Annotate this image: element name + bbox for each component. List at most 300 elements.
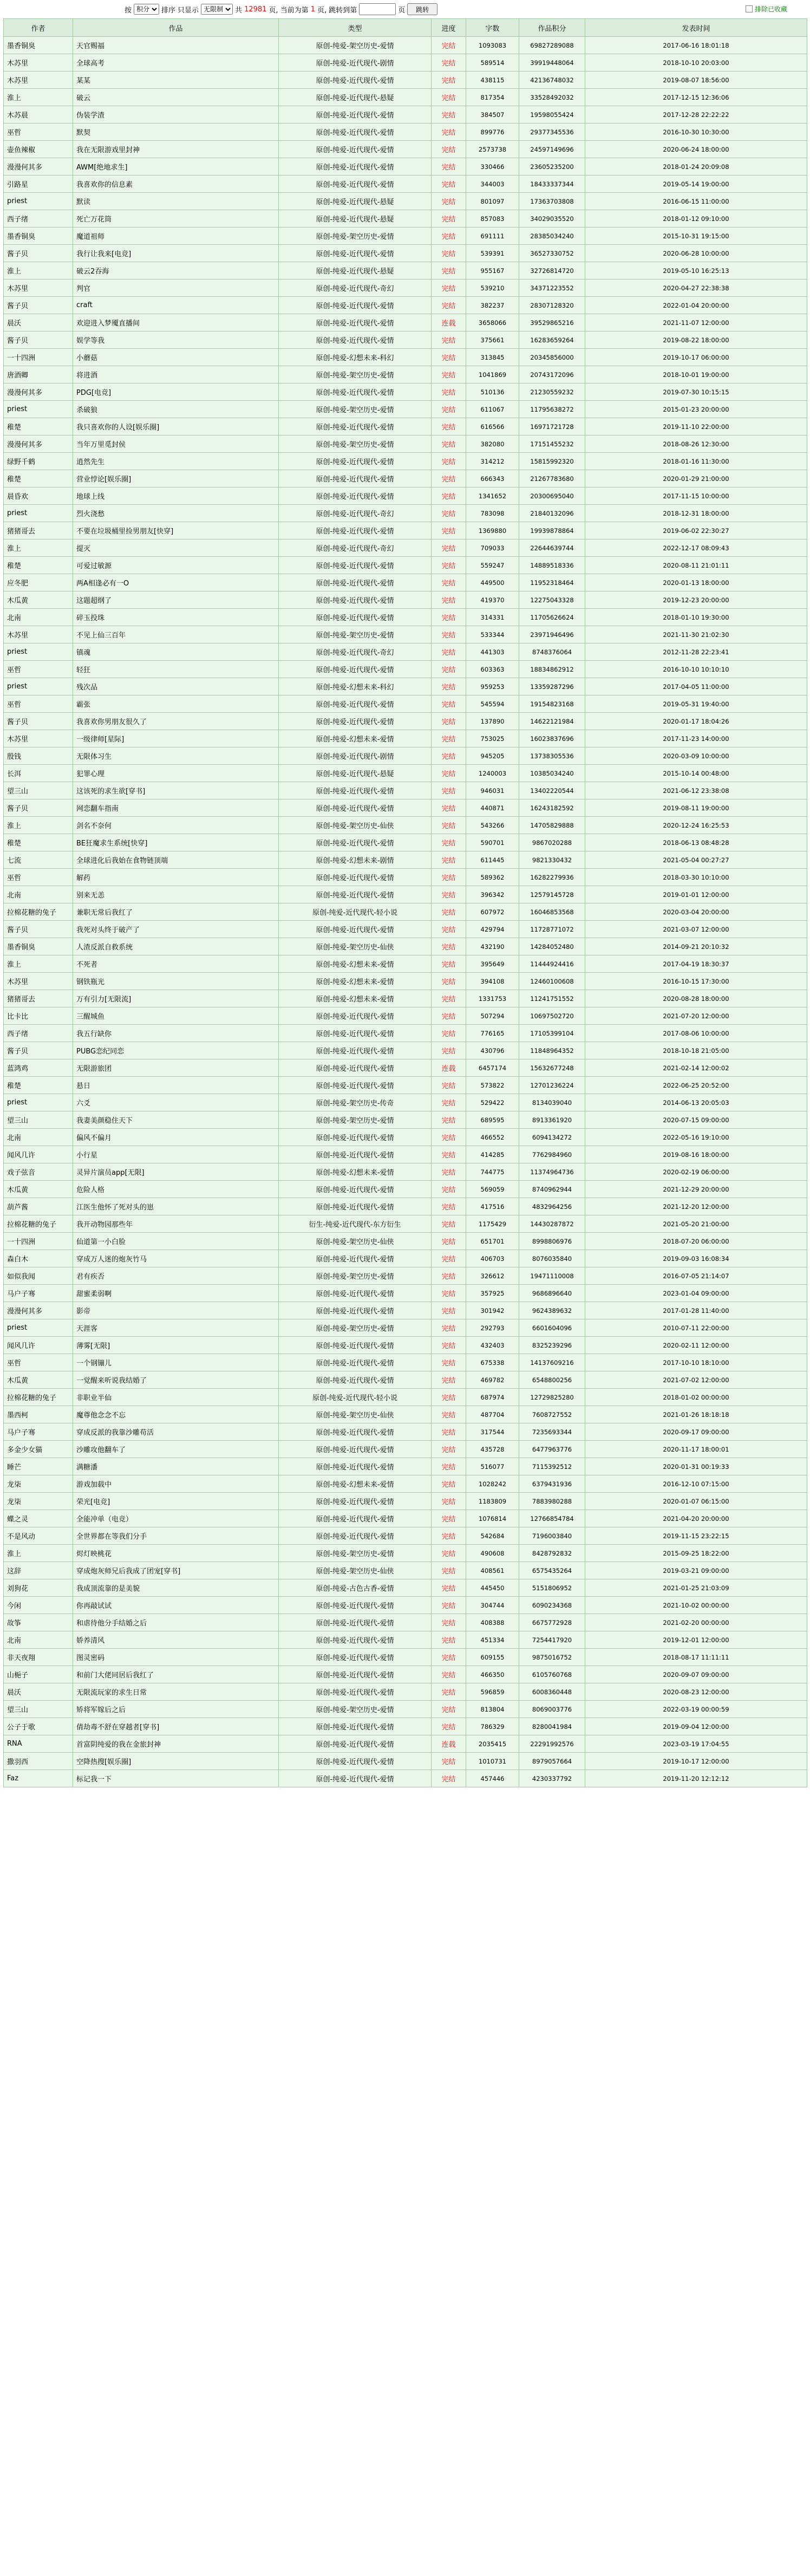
table-row — [4, 1042, 807, 1059]
author-link[interactable]: 酱子贝 — [4, 921, 73, 938]
author-link[interactable]: 酱子贝 — [4, 331, 73, 349]
title-link[interactable]: 不死者 — [73, 955, 279, 973]
word-count: 857083 — [466, 210, 519, 227]
title-link[interactable]: 我五行缺你 — [73, 1025, 279, 1042]
title-link[interactable]: 犯罪心理 — [73, 765, 279, 782]
author-link[interactable]: priest — [4, 401, 73, 418]
work-type: 原创-纯爱-近代现代-爱情 — [279, 869, 432, 886]
title-link[interactable]: 魔道祖师 — [73, 227, 279, 245]
title-link[interactable]: 空降热搜[娱乐圈] — [73, 1753, 279, 1770]
publish-time: 2020-02-11 12:00:00 — [585, 1337, 807, 1354]
title-link[interactable]: 人渣反派自救系统 — [73, 938, 279, 955]
author-link[interactable]: 比卡比 — [4, 1007, 73, 1025]
word-count: 689595 — [466, 1111, 519, 1129]
author-link[interactable]: 木瓜黄 — [4, 1181, 73, 1198]
title-link[interactable]: 提灭 — [73, 539, 279, 557]
title-link[interactable]: 非职业半仙 — [73, 1389, 279, 1406]
author-link[interactable]: 巫哲 — [4, 869, 73, 886]
author-link[interactable]: 龙柒 — [4, 1493, 73, 1510]
author-link[interactable]: 漫漫何其多 — [4, 1302, 73, 1319]
author-link[interactable]: 撒羽西 — [4, 1753, 73, 1770]
work-score: 15632677248 — [519, 1059, 585, 1077]
work-type: 原创-纯爱-架空历史-爱情 — [279, 1319, 432, 1337]
author-link[interactable]: 戏子弦音 — [4, 1163, 73, 1181]
author-link[interactable]: 木苏晨 — [4, 106, 73, 123]
work-score: 7235693344 — [519, 1423, 585, 1441]
title-link[interactable]: 无限流玩家的求生日常 — [73, 1683, 279, 1701]
title-link[interactable]: 逍然先生 — [73, 453, 279, 470]
title-link[interactable]: AWM[绝地求生] — [73, 158, 279, 175]
work-type: 原创-纯爱-近代现代-爱情 — [279, 1042, 432, 1059]
author-link[interactable]: 木苏里 — [4, 626, 73, 643]
author-link[interactable]: 葫芦酱 — [4, 1198, 73, 1215]
work-score: 11848964352 — [519, 1042, 585, 1059]
work-type: 原创-纯爱-近代现代-爱情 — [279, 782, 432, 799]
work-type: 原创-纯爱-架空历史-爱情 — [279, 435, 432, 453]
title-link[interactable]: 我妻美颜稳住天下 — [73, 1111, 279, 1129]
work-type: 原创-纯爱-幻想未来-爱情 — [279, 973, 432, 990]
author-link[interactable]: 壶鱼辣椒 — [4, 141, 73, 158]
title-link[interactable]: 穿成炮灰师兄后我成了团宠[穿书] — [73, 1562, 279, 1579]
author-link[interactable]: 长洱 — [4, 765, 73, 782]
work-status: 完结 — [432, 661, 466, 678]
title-link[interactable]: 游戏加载中 — [73, 1475, 279, 1493]
author-link[interactable]: priest — [4, 1094, 73, 1111]
work-status: 完结 — [432, 106, 466, 123]
work-type: 原创-纯爱-架空历史-仙侠 — [279, 938, 432, 955]
word-count: 959253 — [466, 678, 519, 695]
work-score: 8998806976 — [519, 1233, 585, 1250]
work-status: 完结 — [432, 713, 466, 730]
title-link[interactable]: 魔尊他念念不忘 — [73, 1406, 279, 1423]
author-link[interactable]: 殷钱 — [4, 747, 73, 765]
author-link[interactable]: 北南 — [4, 886, 73, 903]
title-link[interactable]: 矫将军嫁后之后 — [73, 1701, 279, 1718]
title-link[interactable]: 满糖潘 — [73, 1458, 279, 1475]
author-link[interactable]: 龙柒 — [4, 1475, 73, 1493]
jump-button[interactable]: 跳转 — [407, 3, 437, 15]
title-link[interactable]: 残次品 — [73, 678, 279, 695]
title-link[interactable]: 可爱过敏源 — [73, 557, 279, 574]
author-link[interactable]: 漫漫何其多 — [4, 158, 73, 175]
work-status: 完结 — [432, 1285, 466, 1302]
work-score: 16282279936 — [519, 869, 585, 886]
work-score: 32726814720 — [519, 262, 585, 279]
title-link[interactable]: 霸张 — [73, 695, 279, 713]
title-link[interactable]: 小行星 — [73, 1146, 279, 1163]
title-link[interactable]: 危险人格 — [73, 1181, 279, 1198]
title-link[interactable]: 我喜欢你男朋友很久了 — [73, 713, 279, 730]
work-status: 完结 — [432, 1510, 466, 1527]
title-link[interactable]: 穿成反派的我靠沙雕苟活 — [73, 1423, 279, 1441]
publish-time: 2018-01-16 11:30:00 — [585, 453, 807, 470]
title-link[interactable]: 君有疾否 — [73, 1267, 279, 1285]
author-link[interactable]: 酱子贝 — [4, 245, 73, 262]
table-row — [4, 71, 807, 89]
author-link[interactable]: priest — [4, 193, 73, 210]
sort-prefix-label: 按 — [125, 6, 132, 15]
author-link[interactable]: 引路星 — [4, 175, 73, 193]
author-link[interactable]: 木苏里 — [4, 279, 73, 297]
author-link[interactable]: 淮上 — [4, 1545, 73, 1562]
author-link[interactable]: 酱子贝 — [4, 1042, 73, 1059]
author-link[interactable]: 七流 — [4, 851, 73, 869]
publish-time: 2016-10-15 17:30:00 — [585, 973, 807, 990]
author-link[interactable]: 木苏里 — [4, 730, 73, 747]
title-link[interactable]: 全能冲单（电竞） — [73, 1510, 279, 1527]
table-row — [4, 383, 807, 401]
title-link[interactable]: 一个钢镚儿 — [73, 1354, 279, 1371]
author-link[interactable]: priest — [4, 643, 73, 661]
author-link[interactable]: 晨沃 — [4, 314, 73, 331]
author-link[interactable]: 森白木 — [4, 1250, 73, 1267]
title-link[interactable]: 这该死的求生欲[穿书] — [73, 782, 279, 799]
author-link[interactable]: 非天夜翔 — [4, 1649, 73, 1666]
author-link[interactable]: 绿野千鹤 — [4, 453, 73, 470]
title-link[interactable]: 江医生他怀了死对头的崽 — [73, 1198, 279, 1215]
title-link[interactable]: 悬日 — [73, 1077, 279, 1094]
title-link[interactable]: 我开动物园那些年 — [73, 1215, 279, 1233]
title-link[interactable]: 欢迎进入梦魇直播间 — [73, 314, 279, 331]
title-link[interactable]: 无限游旅团 — [73, 1059, 279, 1077]
title-link[interactable]: BE狂魔求生系统[快穿] — [73, 834, 279, 851]
title-link[interactable]: 将进酒 — [73, 366, 279, 383]
page-number-input[interactable] — [359, 3, 396, 15]
title-link[interactable]: 图灵密码 — [73, 1649, 279, 1666]
work-type: 原创-纯爱-古色古香-爱情 — [279, 1579, 432, 1597]
table-row — [4, 89, 807, 106]
author-link[interactable]: 漫漫何其多 — [4, 435, 73, 453]
exclude-favorites-checkbox[interactable] — [746, 5, 753, 12]
title-link[interactable]: 我死对头终于破产了 — [73, 921, 279, 938]
column-header-publish-time[interactable]: 发表时间 — [585, 19, 807, 37]
work-status: 完结 — [432, 591, 466, 609]
author-link[interactable]: 木瓜黄 — [4, 1371, 73, 1389]
author-link[interactable]: 木瓜黄 — [4, 591, 73, 609]
author-link[interactable]: 望三山 — [4, 782, 73, 799]
word-count: 304744 — [466, 1597, 519, 1614]
publish-time: 2017-08-06 10:00:00 — [585, 1025, 807, 1042]
title-link[interactable]: 天涯客 — [73, 1319, 279, 1337]
author-link[interactable]: 西子绪 — [4, 210, 73, 227]
publish-time: 2021-02-14 12:00:02 — [585, 1059, 807, 1077]
title-link[interactable]: 烬灯映桃花 — [73, 1545, 279, 1562]
title-link[interactable]: 你再敲试试 — [73, 1597, 279, 1614]
author-link[interactable]: 猪猪哥去 — [4, 990, 73, 1007]
author-link[interactable]: 西子绪 — [4, 1025, 73, 1042]
title-link[interactable]: 万有引力[无限流] — [73, 990, 279, 1007]
word-count: 384507 — [466, 106, 519, 123]
author-link[interactable]: RNA — [4, 1735, 73, 1753]
title-link[interactable]: 天官赐福 — [73, 37, 279, 54]
author-link[interactable]: 稚楚 — [4, 1077, 73, 1094]
title-link[interactable]: 偏风不偏月 — [73, 1129, 279, 1146]
title-link[interactable]: 两A相逢必有一O — [73, 574, 279, 591]
author-link[interactable]: 这辞 — [4, 1562, 73, 1579]
title-link[interactable]: 剑名不奈何 — [73, 817, 279, 834]
author-link[interactable]: 刘狗花 — [4, 1579, 73, 1597]
author-link[interactable]: 如似我闻 — [4, 1267, 73, 1285]
title-link[interactable]: 当年万里觅封侯 — [73, 435, 279, 453]
author-link[interactable]: 墨西柯 — [4, 1406, 73, 1423]
publish-time: 2020-02-19 06:00:00 — [585, 1163, 807, 1181]
work-type: 原创-纯爱-近代现代-爱情 — [279, 1181, 432, 1198]
work-score: 14284052480 — [519, 938, 585, 955]
title-link[interactable]: 一级律师[星际] — [73, 730, 279, 747]
author-link[interactable]: 闻风几许 — [4, 1146, 73, 1163]
table-row — [4, 747, 807, 765]
author-link[interactable]: 木苏里 — [4, 54, 73, 71]
title-link[interactable]: 三醒城鱼 — [73, 1007, 279, 1025]
work-type: 原创-纯爱-近代现代-爱情 — [279, 1337, 432, 1354]
work-score: 21230559232 — [519, 383, 585, 401]
title-link[interactable]: 一觉醒来听说我结婚了 — [73, 1371, 279, 1389]
author-link[interactable]: 北南 — [4, 1631, 73, 1649]
work-status: 完结 — [432, 1666, 466, 1683]
work-status: 完结 — [432, 54, 466, 71]
work-type: 原创-纯爱-近代现代-轻小说 — [279, 903, 432, 921]
author-link[interactable]: priest — [4, 678, 73, 695]
title-link[interactable]: PUBG恋纪同恋 — [73, 1042, 279, 1059]
work-type: 原创-纯爱-近代现代-爱情 — [279, 574, 432, 591]
title-link[interactable]: 某某 — [73, 71, 279, 89]
work-type: 原创-纯爱-架空历史-仙侠 — [279, 817, 432, 834]
author-link[interactable]: 稚楚 — [4, 470, 73, 487]
title-link[interactable]: 默读 — [73, 193, 279, 210]
author-link[interactable]: 一十四洲 — [4, 349, 73, 366]
author-link[interactable]: 晨昏欢 — [4, 487, 73, 505]
author-link[interactable]: 淮上 — [4, 817, 73, 834]
table-row — [4, 1649, 807, 1666]
author-link[interactable]: 稚楚 — [4, 557, 73, 574]
author-link[interactable]: 巫哲 — [4, 123, 73, 141]
word-count: 408561 — [466, 1562, 519, 1579]
title-link[interactable]: 网恋翻车指南 — [73, 799, 279, 817]
title-link[interactable]: 和前门大佬同居后我红了 — [73, 1666, 279, 1683]
column-header-score[interactable]: 作品积分 — [519, 19, 585, 37]
author-link[interactable]: Faz — [4, 1770, 73, 1787]
author-link[interactable]: 淮上 — [4, 539, 73, 557]
title-link[interactable]: 我喜欢你的信息素 — [73, 175, 279, 193]
author-link[interactable]: 淮上 — [4, 262, 73, 279]
author-link[interactable]: 唐酒卿 — [4, 366, 73, 383]
author-link[interactable]: 墨香铜臭 — [4, 227, 73, 245]
word-count: 516077 — [466, 1458, 519, 1475]
author-link[interactable]: 蝶之灵 — [4, 1510, 73, 1527]
work-score: 11795638272 — [519, 401, 585, 418]
title-link[interactable]: 解药 — [73, 869, 279, 886]
title-link[interactable]: craft — [73, 297, 279, 314]
title-link[interactable]: 娱学等我 — [73, 331, 279, 349]
title-link[interactable]: 我成顶流靠的是美貌 — [73, 1579, 279, 1597]
work-type: 原创-纯爱-近代现代-爱情 — [279, 661, 432, 678]
author-link[interactable]: priest — [4, 505, 73, 522]
title-link[interactable]: 破云 — [73, 89, 279, 106]
author-link[interactable]: 稚楚 — [4, 418, 73, 435]
author-link[interactable]: 晨沃 — [4, 1683, 73, 1701]
author-link[interactable]: 漫漫何其多 — [4, 383, 73, 401]
work-status: 完结 — [432, 609, 466, 626]
title-link[interactable]: 默契 — [73, 123, 279, 141]
author-link[interactable]: 蓝鸿鸡 — [4, 1059, 73, 1077]
title-link[interactable]: PDG[电竞] — [73, 383, 279, 401]
work-score: 16243182592 — [519, 799, 585, 817]
column-header-status[interactable]: 进度 — [432, 19, 466, 37]
author-link[interactable]: 望三山 — [4, 1701, 73, 1718]
author-link[interactable]: 拉棉花糖的兔子 — [4, 1215, 73, 1233]
title-link[interactable]: 无限体习生 — [73, 747, 279, 765]
work-type: 原创-纯爱-近代现代-爱情 — [279, 1718, 432, 1735]
work-status: 完结 — [432, 643, 466, 661]
work-status: 完结 — [432, 1319, 466, 1337]
author-link[interactable]: 猪猪哥去 — [4, 522, 73, 539]
author-link[interactable]: 公子于歌 — [4, 1718, 73, 1735]
title-link[interactable]: 倩劫毒不舒在穿越者[穿书] — [73, 1718, 279, 1735]
author-link[interactable]: 今闲 — [4, 1597, 73, 1614]
title-link[interactable]: 杀破狼 — [73, 401, 279, 418]
title-link[interactable]: 影帝 — [73, 1302, 279, 1319]
title-link[interactable]: 全球进化后我始在食物链顶端 — [73, 851, 279, 869]
author-link[interactable]: 拉棉花糖的兔子 — [4, 1389, 73, 1406]
word-count: 429794 — [466, 921, 519, 938]
title-link[interactable]: 娇养清风 — [73, 1631, 279, 1649]
work-score: 12275043328 — [519, 591, 585, 609]
title-link[interactable]: 营业悖论[娱乐圈] — [73, 470, 279, 487]
author-link[interactable]: 巫哲 — [4, 1354, 73, 1371]
author-link[interactable]: 不是风动 — [4, 1527, 73, 1545]
title-link[interactable]: 穿成万人迷的炮灰竹马 — [73, 1250, 279, 1267]
title-link[interactable]: 地球上线 — [73, 487, 279, 505]
title-link[interactable]: 六爻 — [73, 1094, 279, 1111]
author-link[interactable]: 睡芒 — [4, 1458, 73, 1475]
word-count: 3658066 — [466, 314, 519, 331]
author-link[interactable]: 望三山 — [4, 1111, 73, 1129]
column-header-word-count[interactable]: 字数 — [466, 19, 519, 37]
author-link[interactable]: 酱子贝 — [4, 713, 73, 730]
work-score: 18433337344 — [519, 175, 585, 193]
title-link[interactable]: 我在无限游戏里封神 — [73, 141, 279, 158]
title-link[interactable]: 烈火浇愁 — [73, 505, 279, 522]
column-header-title[interactable]: 作品 — [73, 19, 279, 37]
publish-time: 2021-01-26 18:18:18 — [585, 1406, 807, 1423]
author-link[interactable]: 北南 — [4, 1129, 73, 1146]
title-link[interactable]: 荣光[电竞] — [73, 1493, 279, 1510]
author-link[interactable]: 酱子贝 — [4, 297, 73, 314]
author-link[interactable]: 巫哲 — [4, 661, 73, 678]
title-link[interactable]: 小蘑菇 — [73, 349, 279, 366]
word-count: 611445 — [466, 851, 519, 869]
author-link[interactable]: 拉棉花糖的兔子 — [4, 903, 73, 921]
work-status: 完结 — [432, 1770, 466, 1787]
title-link[interactable]: 死亡万花筒 — [73, 210, 279, 227]
filter-select[interactable] — [201, 4, 233, 15]
author-link[interactable]: 北南 — [4, 609, 73, 626]
column-header-type[interactable]: 类型 — [279, 19, 432, 37]
table-row — [4, 418, 807, 435]
publish-time: 2019-01-01 12:00:00 — [585, 886, 807, 903]
author-link[interactable]: 酱子贝 — [4, 799, 73, 817]
author-link[interactable]: 巫哲 — [4, 695, 73, 713]
title-link[interactable]: 碎玉投珠 — [73, 609, 279, 626]
title-link[interactable]: 轻狂 — [73, 661, 279, 678]
title-link[interactable]: 仙道第一小白脸 — [73, 1233, 279, 1250]
title-link[interactable]: 镇魂 — [73, 643, 279, 661]
work-status: 完结 — [432, 869, 466, 886]
title-link[interactable]: 全世界都在等我们分手 — [73, 1527, 279, 1545]
title-link[interactable]: 我只喜欢你的人设[娱乐圈] — [73, 418, 279, 435]
title-link[interactable]: 钢铁瓶光 — [73, 973, 279, 990]
author-link[interactable]: 山梔子 — [4, 1666, 73, 1683]
title-link[interactable]: 薄雾[无限] — [73, 1337, 279, 1354]
exclude-favorites-toggle[interactable] — [746, 4, 787, 14]
title-link[interactable]: 别来无恙 — [73, 886, 279, 903]
title-link[interactable]: 破云2吞海 — [73, 262, 279, 279]
author-link[interactable]: 淮上 — [4, 955, 73, 973]
title-link[interactable]: 标记我一下 — [73, 1770, 279, 1787]
work-type: 原创-纯爱-架空历史-仙侠 — [279, 1562, 432, 1579]
author-link[interactable]: 木苏里 — [4, 71, 73, 89]
author-link[interactable]: 马户子骞 — [4, 1285, 73, 1302]
author-link[interactable]: 一十四洲 — [4, 1233, 73, 1250]
work-score: 33528492032 — [519, 89, 585, 106]
work-type: 原创-纯爱-近代现代-爱情 — [279, 106, 432, 123]
work-type: 原创-纯爱-架空历史-爱情 — [279, 1701, 432, 1718]
author-link[interactable]: 墨香铜臭 — [4, 37, 73, 54]
publish-time: 2018-10-18 21:05:00 — [585, 1042, 807, 1059]
sort-field-select[interactable] — [134, 4, 159, 15]
table-row — [4, 245, 807, 262]
table-row — [4, 1198, 807, 1215]
title-link[interactable]: 兼职无常后我红了 — [73, 903, 279, 921]
publish-time: 2020-01-13 18:00:00 — [585, 574, 807, 591]
author-link[interactable]: 墨香铜臭 — [4, 938, 73, 955]
author-link[interactable]: 淮上 — [4, 89, 73, 106]
title-link[interactable]: 和虐待他分手结婚之后 — [73, 1614, 279, 1631]
publish-time: 2023-03-19 17:04:55 — [585, 1735, 807, 1753]
title-link[interactable]: 判官 — [73, 279, 279, 297]
author-link[interactable]: 木苏里 — [4, 973, 73, 990]
publish-time: 2022-05-16 19:10:00 — [585, 1129, 807, 1146]
author-link[interactable]: priest — [4, 1319, 73, 1337]
author-link[interactable]: 多金少女猫 — [4, 1441, 73, 1458]
title-link[interactable]: 我行让我来[电竞] — [73, 245, 279, 262]
title-link[interactable]: 这题超纲了 — [73, 591, 279, 609]
work-status: 完结 — [432, 470, 466, 487]
author-link[interactable]: 闻风几许 — [4, 1337, 73, 1354]
work-status: 完结 — [432, 175, 466, 193]
publish-time: 2019-10-17 12:00:00 — [585, 1753, 807, 1770]
author-link[interactable]: 马户子骞 — [4, 1423, 73, 1441]
work-status: 完结 — [432, 1215, 466, 1233]
title-link[interactable]: 伪装学渣 — [73, 106, 279, 123]
title-link[interactable]: 沙雕攻他翻车了 — [73, 1441, 279, 1458]
title-link[interactable]: 不见上仙三百年 — [73, 626, 279, 643]
author-link[interactable]: 稚楚 — [4, 834, 73, 851]
table-row — [4, 1614, 807, 1631]
work-status: 完结 — [432, 1406, 466, 1423]
work-type: 原创-纯爱-近代现代-奇幻 — [279, 279, 432, 297]
author-link[interactable]: 应冬肥 — [4, 574, 73, 591]
title-link[interactable]: 首富阴纯爱的我在金旅封神 — [73, 1735, 279, 1753]
author-link[interactable]: 故筝 — [4, 1614, 73, 1631]
word-count: 1331753 — [466, 990, 519, 1007]
title-link[interactable]: 灵异片演员app[无限] — [73, 1163, 279, 1181]
column-header-author[interactable]: 作者 — [4, 19, 73, 37]
title-link[interactable]: 甜蜜柔弱啊 — [73, 1285, 279, 1302]
title-link[interactable]: 不要在垃圾桶里捡男朋友[快穿] — [73, 522, 279, 539]
title-link[interactable]: 全球高考 — [73, 54, 279, 71]
work-score: 6477963776 — [519, 1441, 585, 1458]
